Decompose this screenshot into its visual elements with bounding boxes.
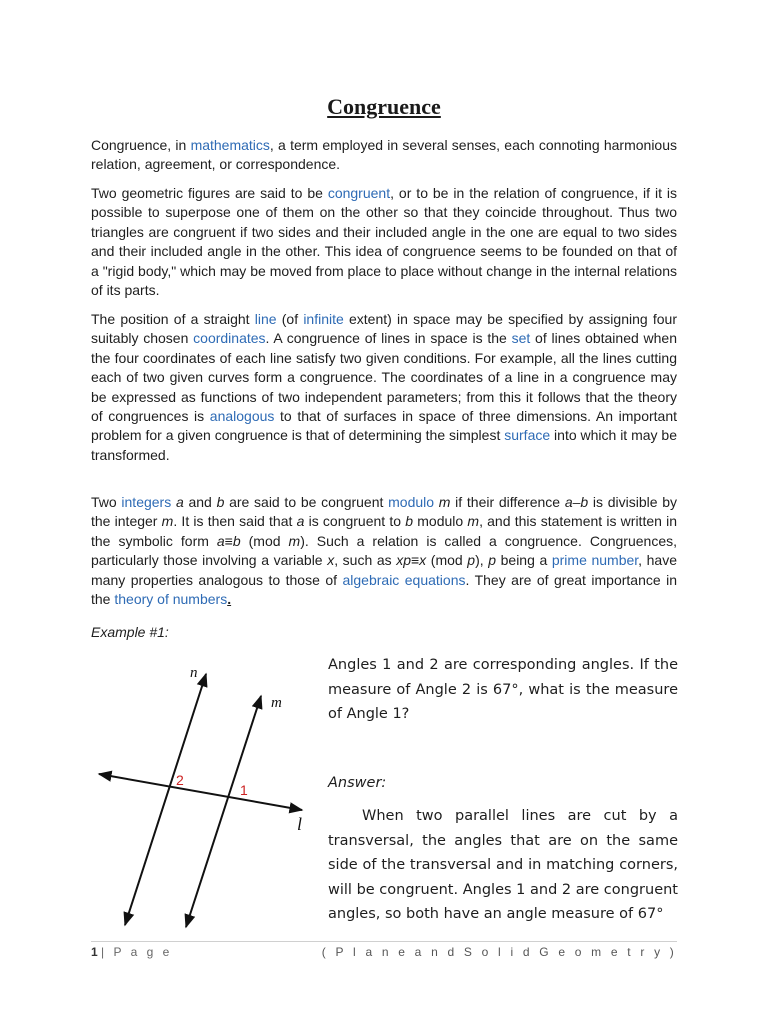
text: , such as [334,552,397,569]
link-congruent[interactable]: congruent [327,185,391,201]
text: Two geometric figures are said to be [91,185,328,201]
var: a [296,513,305,530]
text: is congruent to [304,513,406,530]
link-set[interactable]: set [511,330,531,347]
link-analogous[interactable]: analogous [209,408,275,425]
paragraph-intro [91,136,677,175]
text: , and this statement is written in the symbolic form [91,513,678,549]
text: Congruence, in [91,137,191,153]
paragraph-geometric-figures [91,184,677,300]
link-infinite[interactable]: infinite [303,311,344,327]
var: m [161,513,174,530]
parallel-line-n [125,674,206,925]
label-m: m [271,695,282,711]
var: m [438,494,451,510]
text: . [227,591,232,608]
var: m [288,532,301,549]
var: b [405,513,414,530]
expr: xp≡x [396,552,427,569]
text: . They are of great importance in the [91,571,677,608]
link-prime-number[interactable]: prime number [551,552,639,569]
link-theory-of-numbers[interactable]: theory of numbers [114,591,228,608]
footer-subject: ( P l a n e a n d S o l i d G e o m e t r y ) [321,945,677,959]
text: if their difference [450,494,565,510]
transversal-line-l [99,774,302,810]
page-label: | P a g e [101,945,173,959]
page-number: 1 [91,945,98,959]
var: p [467,552,476,569]
text: is divisible by the integer [91,494,678,530]
var: b [216,494,225,510]
text: ), [475,552,489,569]
var: m [467,513,480,530]
label-l: l [297,814,303,834]
parallel-lines-figure [90,650,320,930]
paragraph-straight-line [91,310,677,465]
parallel-line-m [186,696,261,927]
angle-1-label: 1 [240,782,248,798]
text: . It is then said that [173,513,297,530]
text: being a [496,552,552,569]
expr: a–b [564,494,589,510]
text: and [183,494,217,510]
example-question: Angles 1 and 2 are corresponding angles. If the measure of Angle 2 is 67°, what is the measure of Angle 1? [328,657,678,722]
label-n: n [190,665,198,681]
paragraph-integers [91,493,677,609]
text: Two [91,494,122,510]
example-answer: When two parallel lines are cut by a transversal, the angles that are on the same side of the transversal and in matching corners, will be congruent. Angles 1 and 2 are congruent angles, so both have an angle measure of 67° [328,808,678,922]
text: (mod [426,552,468,569]
link-surface[interactable]: surface [504,427,551,444]
var: x [327,552,335,569]
text: to that of surfaces in space of three dimensions. An important problem for a given congruence is that of determining the simplest [91,408,678,444]
expr: a≡b [216,532,241,549]
page-title: Congruence [327,94,441,119]
link-line[interactable]: line [254,311,277,327]
var: a [175,494,184,510]
text: (of [276,311,304,327]
footer-page-number [91,945,172,959]
link-modulo[interactable]: modulo [388,494,435,510]
parallel-lines-diagram [90,650,320,930]
text: , a term employed in several senses, each connoting harmonious relation, agreement, or correspondence. [91,137,678,173]
text: into which it may be transformed. [91,427,677,463]
link-integers[interactable]: integers [121,494,172,510]
link-algebraic-equations[interactable]: algebraic equations [342,571,466,588]
footer-divider [91,941,677,942]
text: extent) in space may be specified by assigning four suitably chosen [91,311,677,347]
text: The position of a straight [91,311,255,327]
text: are said to be congruent [224,494,389,510]
text: , or to be in the relation of congruence, if it is possible to superpose one of them on the other so that they coincide throughout. Thus two triangles are congruent if two sides and their included angle in the one are equal to two sides and their included angle in the other. This idea of congruence seems to be founded on that of a "rigid body," which may be moved from place to place without change in the internal relations of its parts. [91,185,677,299]
text: of lines obtained when the four coordinates of each line satisfy two given conditions. For example, all the lines cutting each of two given curves form a congruence. The coordinates of a line in a congruence may be expressed as functions of two independent parameters; from this it follows that the theory of congruences is [91,330,677,425]
text: . A congruence of lines in space is the [265,330,512,347]
var: p [488,552,497,569]
text: modulo [413,513,468,530]
text: (mod [240,532,289,549]
link-coordinates[interactable]: coordinates [193,330,266,347]
text: , have many properties analogous to those of [91,552,677,588]
answer-label: Answer: [328,775,387,791]
angle-2-label: 2 [176,772,184,788]
link-mathematics[interactable]: mathematics [190,137,270,153]
text: ). Such a relation is called a congruence. Congruences, particularly those involving a variable [91,532,677,569]
example-label: Example #1: [91,624,169,640]
